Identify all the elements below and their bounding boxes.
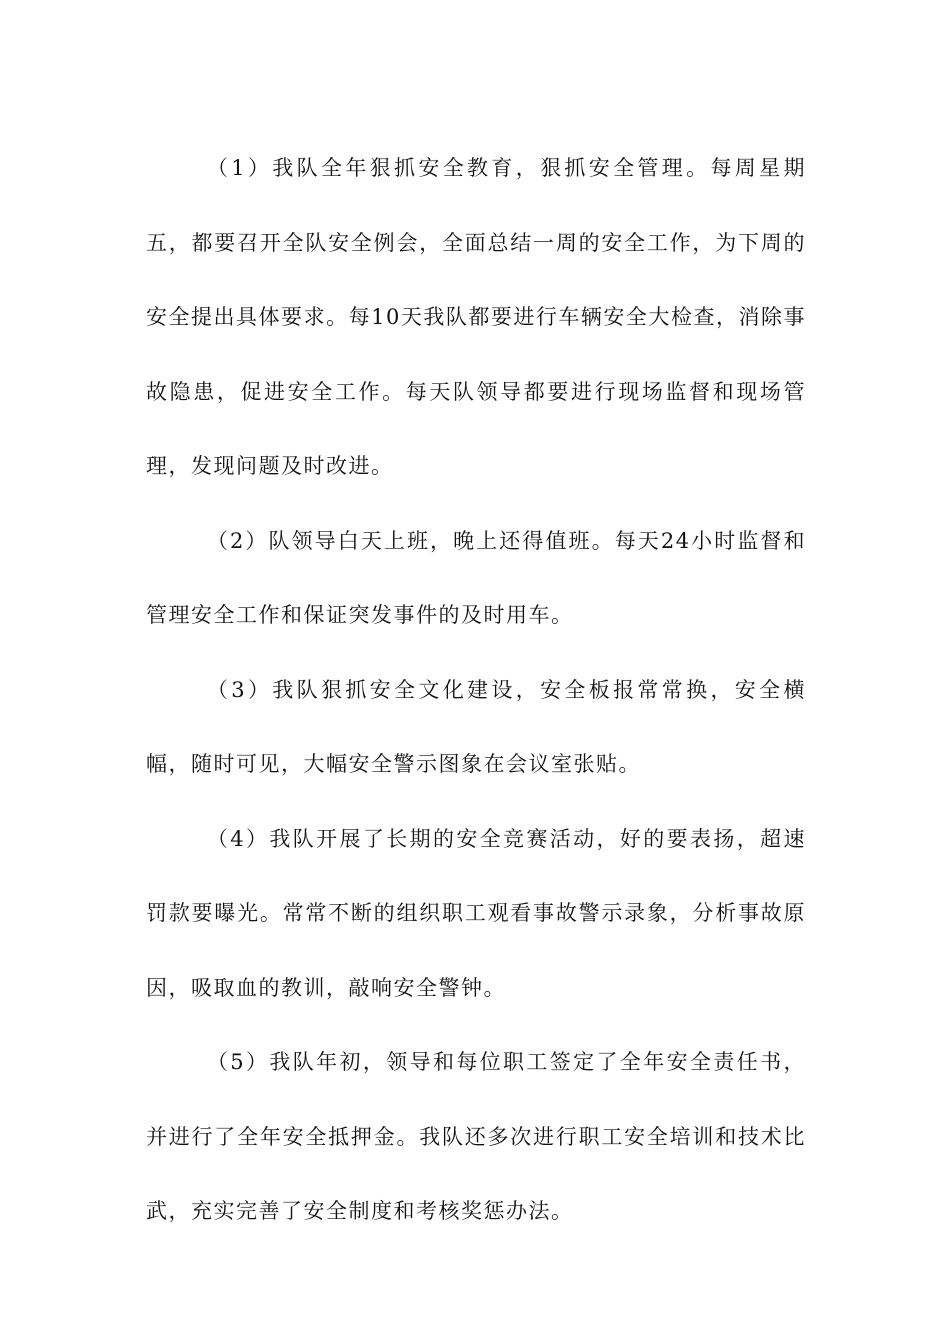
paragraph-5: （5）我队年初，领导和每位职工签定了全年安全责任书，并进行了全年安全抵押金。我队还多次进行职工安全培训和技术比武，充实完善了安全制度和考核奖惩办法。 [146,1050,806,1223]
paragraph-4: （4）我队开展了长期的安全竞赛活动，好的要表扬，超速罚款要曝光。常常不断的组织职工观看事故警示录象，分析事故原因，吸取血的教训，敲响安全警钟。 [146,826,806,1000]
document-body [146,131,806,1249]
paragraph-3: （3）我队狠抓安全文化建设，安全板报常常换，安全横幅，随时可见，大幅安全警示图象在会议室张贴。 [146,677,806,776]
paragraph-2: （2）队领导白天上班，晚上还得值班。每天24小时监督和管理安全工作和保证突发事件的及时用车。 [146,528,806,627]
paragraph-1: （1）我队全年狠抓安全教育，狠抓安全管理。每周星期五，都要召开全队安全例会，全面总结一周的安全工作，为下周的安全提出具体要求。每10天我队都要进行车辆安全大检查，消除事故隐患，促进安全工作。每天队领导都要进行现场监督和现场管理，发现问题及时改进。 [146,156,806,478]
